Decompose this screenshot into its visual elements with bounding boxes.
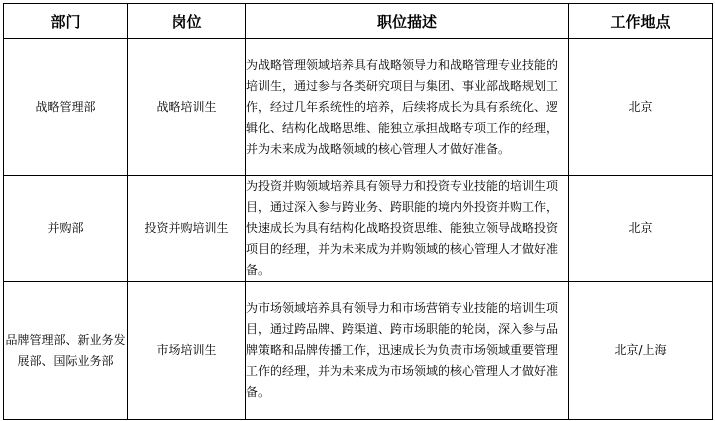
header-description: 职位描述 (246, 4, 569, 39)
job-table (3, 3, 713, 420)
table-row (4, 282, 713, 420)
cell-position: 战略培训生 (128, 39, 246, 176)
cell-description: 为市场领域培养具有领导力和市场营销专业技能的培训生项目，通过跨品牌、跨渠道、跨市场职能的轮岗，深入参与品牌策略和品牌传播工作，迅速成长为负责市场领域重要管理工作的经理，并为未来成为市场领域的核心管理人才做好准备。 (246, 282, 569, 420)
table-row (4, 39, 713, 176)
cell-department: 并购部 (4, 176, 128, 282)
header-row (4, 4, 713, 39)
cell-location: 北京 (569, 176, 713, 282)
cell-location: 北京 (569, 39, 713, 176)
table-body (4, 39, 713, 420)
cell-position: 市场培训生 (128, 282, 246, 420)
header-department: 部门 (4, 4, 128, 39)
cell-description: 为投资并购领域培养具有领导力和投资专业技能的培训生项目，通过深入参与跨业务、跨职能的境内外投资并购工作，快速成长为具有结构化战略投资思维、能独立领导战略投资项目的经理，并为未来成为并购领域的核心管理人才做好准备。 (246, 176, 569, 282)
cell-department: 战略管理部 (4, 39, 128, 176)
header-position: 岗位 (128, 4, 246, 39)
table-row (4, 176, 713, 282)
table-header (4, 4, 713, 39)
cell-description: 为战略管理领域培养具有战略领导力和战略管理专业技能的培训生，通过参与各类研究项目与集团、事业部战略规划工作，经过几年系统性的培养，后续将成长为具有系统化、逻辑化、结构化战略思维、能独立承担战略专项工作的经理，并为未来成为战略领域的核心管理人才做好准备。 (246, 39, 569, 176)
header-location: 工作地点 (569, 4, 713, 39)
cell-location: 北京/上海 (569, 282, 713, 420)
cell-position: 投资并购培训生 (128, 176, 246, 282)
cell-department: 品牌管理部、新业务发展部、国际业务部 (4, 282, 128, 420)
